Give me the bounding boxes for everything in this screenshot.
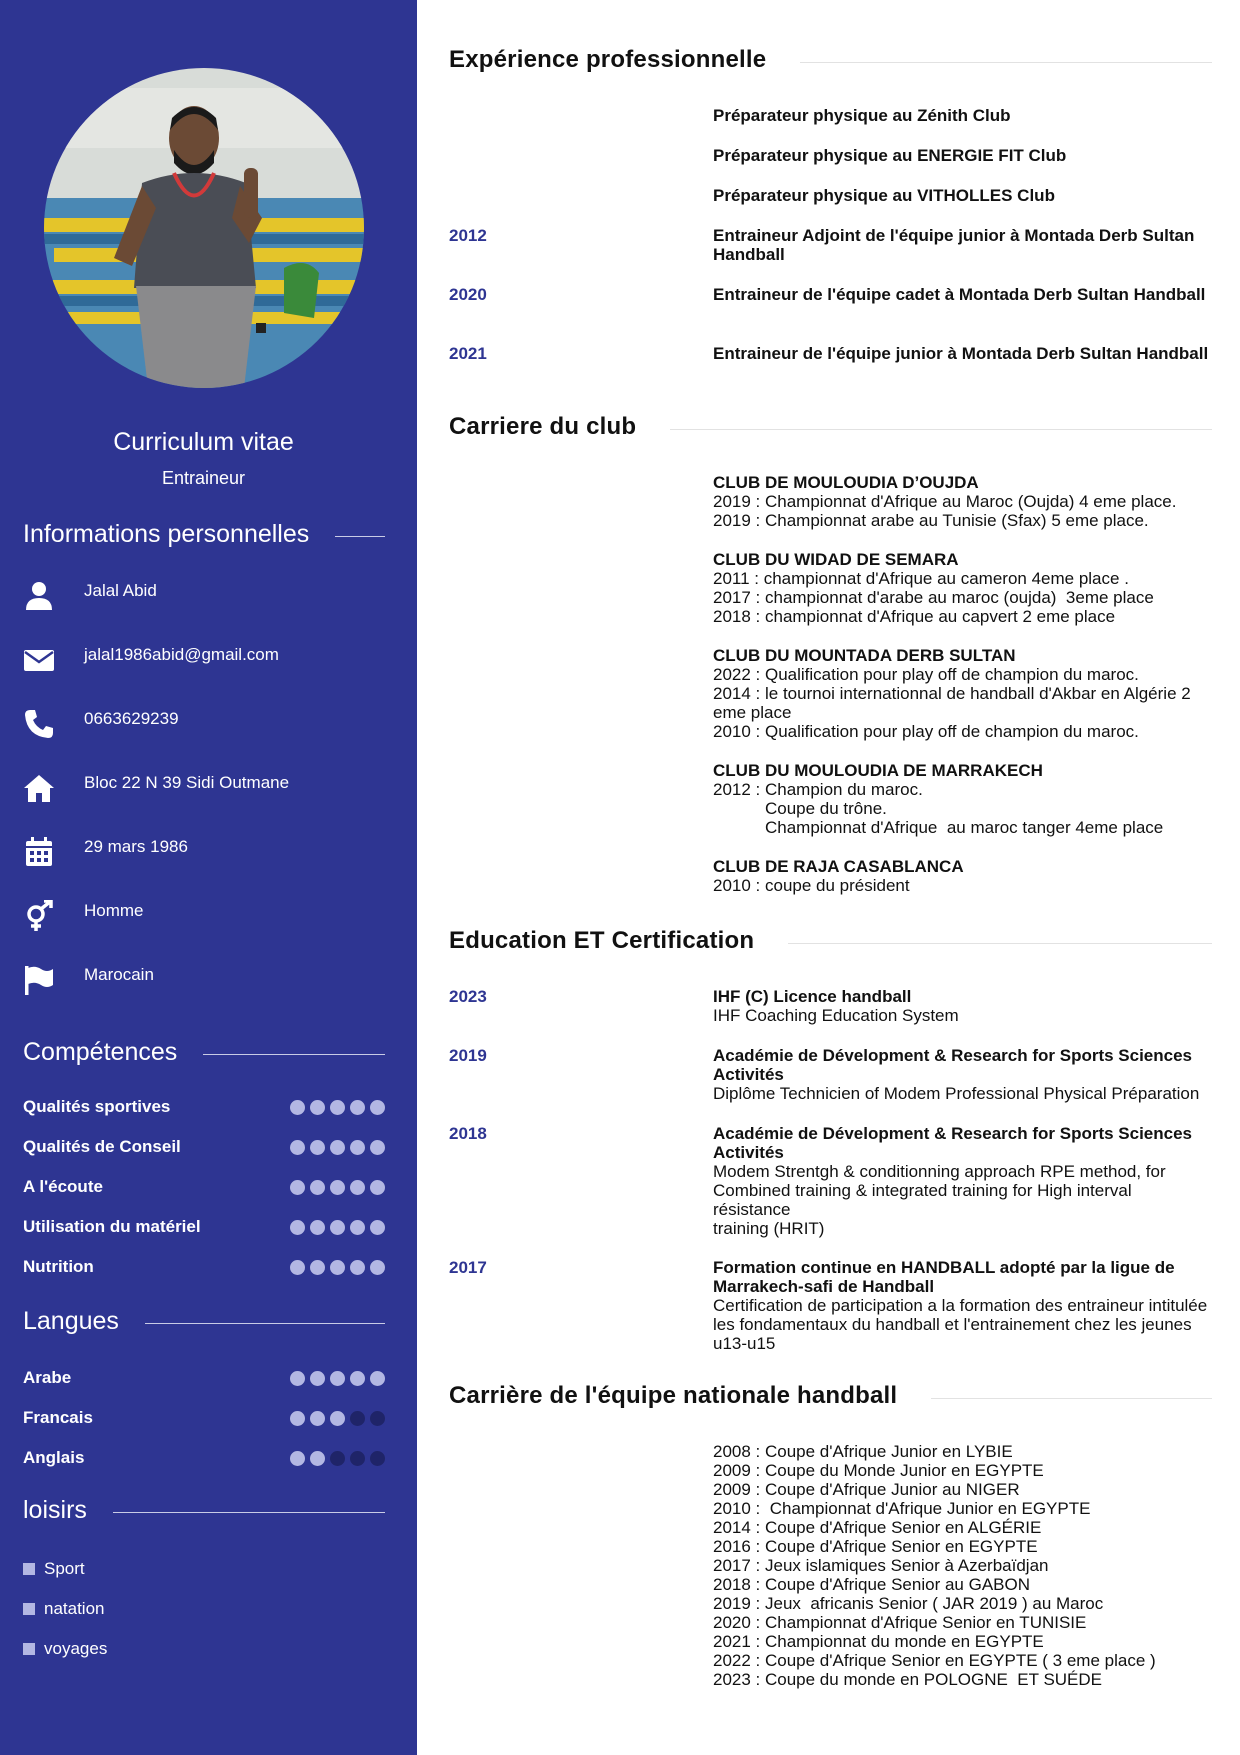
education-heading-text: Education ET Certification	[449, 927, 755, 954]
info-name	[23, 580, 157, 612]
level-dot	[370, 1260, 385, 1275]
education-year: 2018	[449, 1124, 487, 1143]
national-line: 2014 : Coupe d'Afrique Senior en ALGÉRIE	[713, 1518, 1042, 1537]
gender-icon	[23, 900, 55, 932]
main-content	[417, 0, 1240, 1755]
level-dot	[330, 1260, 345, 1275]
envelope-icon	[23, 644, 55, 676]
national-line: 2017 : Jeux islamiques Senior à Azerbaïdjan	[713, 1556, 1049, 1575]
level-dot	[290, 1371, 305, 1386]
skill-level-dots	[290, 1180, 385, 1195]
info-gender-value: Homme	[84, 901, 144, 920]
cv-title: Curriculum vitae	[113, 428, 294, 456]
national-line: 2022 : Coupe d'Afrique Senior en EGYPTE ( 3 eme place )	[713, 1651, 1156, 1670]
skills-heading	[23, 1038, 385, 1067]
national-line: 2010 : Championnat d'Afrique Junior en EGYPTE	[713, 1499, 1091, 1518]
club-line: 2011 : championnat d'Afrique au cameron 4eme place .	[713, 569, 1129, 588]
info-phone	[23, 708, 179, 740]
education-title: Académie de Dévelopment & Research for Sports Sciences Activités	[713, 1046, 1193, 1084]
skill-row	[23, 1097, 385, 1117]
club-content	[713, 857, 1213, 895]
level-dot	[370, 1411, 385, 1426]
level-dot	[350, 1260, 365, 1275]
club-heading	[449, 413, 1212, 441]
level-dot	[290, 1451, 305, 1466]
club-line: 2012 : Champion du maroc.	[713, 780, 923, 799]
experience-title: Entraineur de l'équipe junior à Montada Derb Sultan Handball	[713, 344, 1209, 363]
experience-year: 2012	[449, 226, 487, 245]
experience-heading-text: Expérience professionnelle	[449, 46, 767, 73]
home-icon	[23, 772, 55, 804]
level-dot	[350, 1371, 365, 1386]
level-dot	[350, 1100, 365, 1115]
skill-label: Qualités de Conseil	[23, 1137, 181, 1156]
language-label: Anglais	[23, 1448, 85, 1467]
club-content	[713, 473, 1213, 530]
club-title: CLUB DU MOULOUDIA DE MARRAKECH	[713, 761, 1043, 780]
level-dot	[350, 1220, 365, 1235]
experience-title: Préparateur physique au Zénith Club	[713, 106, 1011, 125]
info-birthdate	[23, 836, 188, 868]
national-line: 2009 : Coupe d'Afrique Junior au NIGER	[713, 1480, 1020, 1499]
experience-content	[713, 106, 1213, 125]
level-dot	[310, 1260, 325, 1275]
personal-info-heading-text: Informations personnelles	[23, 520, 310, 548]
skill-level-dots	[290, 1220, 385, 1235]
club-line: 2014 : le tournoi internationnal de handball d'Akbar en Algérie 2 eme place	[713, 684, 1196, 722]
level-dot	[310, 1180, 325, 1195]
language-row	[23, 1448, 385, 1468]
experience-title: Entraineur Adjoint de l'équipe junior à Montada Derb Sultan Handball	[713, 226, 1195, 264]
national-line: 2021 : Championnat du monde en EGYPTE	[713, 1632, 1044, 1651]
level-dot	[370, 1140, 385, 1155]
club-line: 2010 : coupe du président	[713, 876, 910, 895]
club-line: 2017 : championnat d'arabe au maroc (oujda) 3eme place	[713, 588, 1154, 607]
level-dot	[330, 1411, 345, 1426]
level-dot	[310, 1100, 325, 1115]
heading-divider	[113, 1512, 385, 1513]
club-content	[713, 646, 1213, 741]
national-heading-text: Carrière de l'équipe nationale handball	[449, 1382, 898, 1409]
level-dot	[330, 1180, 345, 1195]
bullet-square-icon	[23, 1603, 35, 1615]
experience-content	[713, 226, 1213, 264]
level-dot	[310, 1371, 325, 1386]
national-line: 2023 : Coupe du monde en POLOGNE ET SUÉDE	[713, 1670, 1103, 1689]
calendar-icon	[23, 836, 55, 868]
national-line: 2018 : Coupe d'Afrique Senior au GABON	[713, 1575, 1030, 1594]
experience-content	[713, 285, 1213, 304]
level-dot	[350, 1451, 365, 1466]
experience-content	[713, 344, 1213, 363]
club-content	[713, 761, 1213, 837]
club-heading-text: Carriere du club	[449, 413, 637, 440]
languages-heading-text: Langues	[23, 1307, 119, 1335]
bullet-square-icon	[23, 1643, 35, 1655]
phone-icon	[23, 708, 55, 740]
sidebar	[0, 0, 417, 1755]
level-dot	[350, 1411, 365, 1426]
level-dot	[370, 1180, 385, 1195]
info-email-value[interactable]: jalal1986abid@gmail.com	[84, 645, 279, 664]
hobby-item	[23, 1599, 105, 1619]
level-dot	[290, 1411, 305, 1426]
skill-row	[23, 1257, 385, 1277]
level-dot	[370, 1451, 385, 1466]
heading-divider	[788, 943, 1212, 944]
education-year: 2017	[449, 1258, 487, 1277]
skills-heading-text: Compétences	[23, 1038, 178, 1066]
info-name-value: Jalal Abid	[84, 581, 157, 600]
level-dot	[310, 1220, 325, 1235]
skill-row	[23, 1137, 385, 1157]
cv-subtitle: Entraineur	[161, 468, 246, 488]
level-dot	[330, 1140, 345, 1155]
level-dot	[370, 1371, 385, 1386]
language-label: Francais	[23, 1408, 93, 1427]
language-level-dots	[290, 1411, 385, 1426]
level-dot	[290, 1220, 305, 1235]
education-line: Certification de participation a la formation des entraineur intitulée les fondamentaux du handball et l'entrainement chez les jeunes u13-u15	[713, 1296, 1212, 1353]
language-level-dots	[290, 1371, 385, 1386]
level-dot	[310, 1411, 325, 1426]
level-dot	[330, 1371, 345, 1386]
heading-divider	[145, 1323, 385, 1324]
national-line: 2019 : Jeux africanis Senior ( JAR 2019 ) au Maroc	[713, 1594, 1104, 1613]
level-dot	[350, 1180, 365, 1195]
club-content	[713, 550, 1213, 626]
skill-level-dots	[290, 1140, 385, 1155]
level-dot	[330, 1220, 345, 1235]
language-row	[23, 1408, 385, 1428]
skill-label: Utilisation du matériel	[23, 1217, 201, 1236]
education-line: Modem Strentgh & conditionning approach RPE method, for Combined training & integrated training for High interval résistance	[713, 1162, 1171, 1219]
national-line: 2016 : Coupe d'Afrique Senior en EGYPTE	[713, 1537, 1038, 1556]
info-birthdate-value: 29 mars 1986	[84, 837, 188, 856]
info-gender	[23, 900, 144, 932]
hobby-item	[23, 1559, 85, 1579]
profile-photo	[44, 68, 364, 388]
info-address	[23, 772, 289, 804]
national-line: 2009 : Coupe du Monde Junior en EGYPTE	[713, 1461, 1044, 1480]
info-address-value: Bloc 22 N 39 Sidi Outmane	[84, 773, 290, 792]
level-dot	[290, 1260, 305, 1275]
experience-year: 2020	[449, 285, 487, 304]
experience-year: 2021	[449, 344, 487, 363]
heading-divider	[335, 536, 385, 537]
level-dot	[370, 1220, 385, 1235]
info-nationality	[23, 964, 154, 996]
education-year: 2019	[449, 1046, 487, 1065]
club-title: CLUB DE RAJA CASABLANCA	[713, 857, 964, 876]
education-heading	[449, 927, 1212, 955]
level-dot	[290, 1180, 305, 1195]
skill-row	[23, 1217, 385, 1237]
education-content	[713, 987, 1213, 1025]
skill-label: A l'écoute	[23, 1177, 103, 1196]
club-line: 2018 : championnat d'Afrique au capvert 2 eme place	[713, 607, 1116, 626]
skill-level-dots	[290, 1100, 385, 1115]
education-content	[713, 1258, 1213, 1353]
level-dot	[290, 1100, 305, 1115]
hobby-item	[23, 1639, 107, 1659]
education-title: Formation continue en HANDBALL adopté par la ligue de Marrakech-safi de Handball	[713, 1258, 1175, 1296]
level-dot	[330, 1100, 345, 1115]
club-line: 2019 : Championnat d'Afrique au Maroc (Oujda) 4 eme place.	[713, 492, 1177, 511]
experience-title: Entraineur de l'équipe cadet à Montada Derb Sultan Handball	[713, 285, 1206, 304]
education-year: 2023	[449, 987, 487, 1006]
experience-content	[713, 186, 1213, 205]
club-line: 2022 : Qualification pour play off de champion du maroc.	[713, 665, 1139, 684]
level-dot	[370, 1100, 385, 1115]
user-icon	[23, 580, 55, 612]
info-phone-value[interactable]: 0663629239	[84, 709, 179, 728]
hobbies-heading	[23, 1496, 385, 1525]
national-line: 2020 : Championnat d'Afrique Senior en TUNISIE	[713, 1613, 1087, 1632]
experience-title: Préparateur physique au ENERGIE FIT Club	[713, 146, 1067, 165]
education-line: IHF Coaching Education System	[713, 1006, 959, 1025]
flag-icon	[23, 964, 55, 996]
level-dot	[330, 1451, 345, 1466]
level-dot	[350, 1140, 365, 1155]
skill-label: Qualités sportives	[23, 1097, 171, 1116]
level-dot	[290, 1140, 305, 1155]
national-heading	[449, 1382, 1212, 1410]
experience-heading	[449, 46, 1212, 74]
club-title: CLUB DU MOUNTADA DERB SULTAN	[713, 646, 1016, 665]
info-email	[23, 644, 279, 676]
club-line: 2019 : Championnat arabe au Tunisie (Sfax) 5 eme place.	[713, 511, 1149, 530]
education-line: training (HRIT)	[713, 1219, 825, 1238]
club-line: Coupe du trône.	[713, 799, 887, 818]
skill-level-dots	[290, 1260, 385, 1275]
level-dot	[310, 1140, 325, 1155]
hobbies-heading-text: loisirs	[23, 1496, 87, 1524]
language-label: Arabe	[23, 1368, 72, 1387]
national-line: 2008 : Coupe d'Afrique Junior en LYBIE	[713, 1442, 1013, 1461]
national-content	[713, 1442, 1213, 1689]
skill-row	[23, 1177, 385, 1197]
education-content	[713, 1124, 1213, 1238]
heading-divider	[203, 1054, 385, 1055]
bullet-square-icon	[23, 1563, 35, 1575]
heading-divider	[670, 429, 1212, 430]
club-line: Championnat d'Afrique au maroc tanger 4eme place	[713, 818, 1164, 837]
experience-title: Préparateur physique au VITHOLLES Club	[713, 186, 1055, 205]
club-line: 2010 : Qualification pour play off de champion du maroc.	[713, 722, 1139, 741]
heading-divider	[800, 62, 1212, 63]
experience-content	[713, 146, 1213, 165]
personal-info-heading	[23, 520, 385, 549]
education-title: IHF (C) Licence handball	[713, 987, 912, 1006]
heading-divider	[931, 1398, 1212, 1399]
skill-label: Nutrition	[23, 1257, 94, 1276]
hobby-label: natation	[44, 1599, 105, 1618]
education-line: Diplôme Technicien of Modem Professional Physical Préparation	[713, 1084, 1200, 1103]
language-row	[23, 1368, 385, 1388]
info-nationality-value: Marocain	[84, 965, 154, 984]
club-title: CLUB DU WIDAD DE SEMARA	[713, 550, 959, 569]
education-content	[713, 1046, 1213, 1103]
club-title: CLUB DE MOULOUDIA D’OUJDA	[713, 473, 979, 492]
level-dot	[310, 1451, 325, 1466]
language-level-dots	[290, 1451, 385, 1466]
education-title: Académie de Dévelopment & Research for Sports Sciences Activités	[713, 1124, 1193, 1162]
hobby-label: voyages	[44, 1639, 108, 1658]
hobby-label: Sport	[44, 1559, 85, 1578]
languages-heading	[23, 1307, 385, 1336]
